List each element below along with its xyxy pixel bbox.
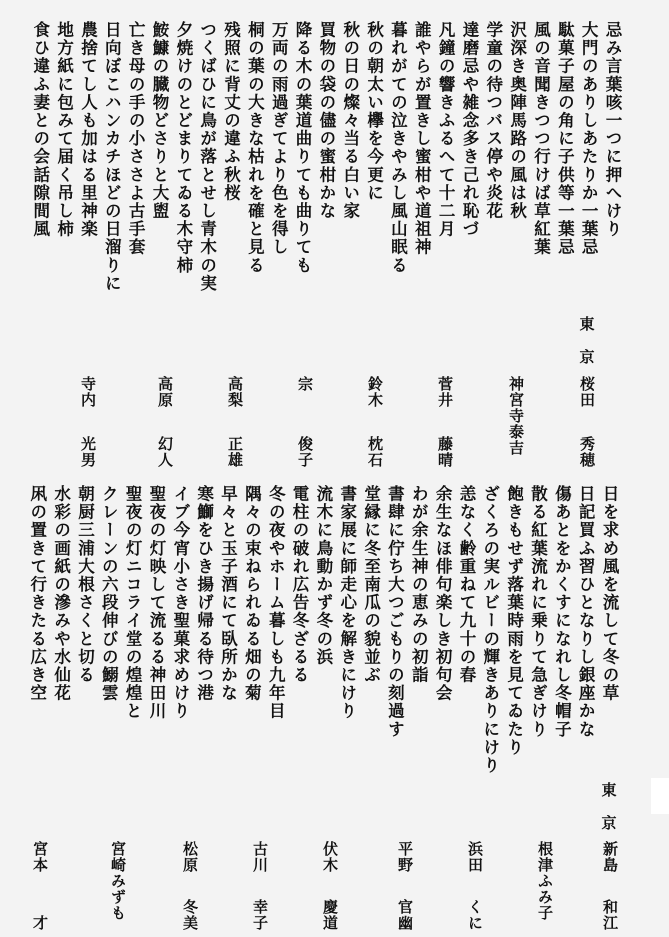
- author-family-name: 鈴木: [366, 376, 384, 408]
- haiku-line: 沢深き奥陣馬路の風は秋: [507, 21, 527, 221]
- haiku-line: 学童の待つバス停や炎花: [483, 21, 503, 221]
- author-name: [576, 376, 598, 468]
- haiku-line: 農捨てし人も加はる里神楽: [78, 21, 98, 239]
- haiku-line: 達磨忌や雑念多き己れ恥づ: [459, 21, 479, 239]
- author-name: [249, 841, 271, 931]
- author-given-name: 幸子: [251, 899, 269, 931]
- haiku-line: 傷あとをかくすになれし冬帽子: [552, 485, 572, 739]
- author-given-name: 光男: [79, 436, 97, 468]
- author-given-name: 俊子: [296, 436, 314, 468]
- haiku-line: クレーンの六段伸びの鰯雲: [99, 485, 119, 703]
- haiku-line: 散る紅葉流れに乗りて急ぎけり: [528, 485, 548, 739]
- haiku-line: 余生なほ俳句楽しき初句会: [433, 485, 453, 703]
- bottom-location: [598, 779, 620, 833]
- haiku-line: 風の音聞きつつ行けば草紅葉: [531, 21, 551, 257]
- haiku-line: 隅々の束ねられゐる畑の菊: [242, 485, 262, 703]
- haiku-line: 凩の置きて行きたる広き空: [27, 485, 47, 703]
- author-name: [364, 376, 386, 468]
- author-given-name: 枕石: [366, 436, 384, 468]
- haiku-line: 地方紙に包みて届く吊し柿: [54, 21, 74, 239]
- top-haiku-block: [28, 21, 624, 293]
- author-name: [599, 841, 621, 931]
- haiku-line: 凡鐘の響きふるへて十二月: [436, 21, 456, 239]
- author-family-name: 根津ふみ子: [536, 841, 554, 921]
- author-name: [107, 841, 129, 931]
- author-given-name: 和江: [601, 899, 619, 931]
- author-name: [434, 376, 456, 468]
- author-family-name: 菅井: [436, 376, 454, 408]
- author-given-name: 官幽: [396, 899, 414, 931]
- author-family-name: 松原: [181, 841, 199, 873]
- author-name: [464, 841, 486, 931]
- author-given-name: 冬美: [181, 899, 199, 931]
- location-char: 京: [601, 814, 617, 832]
- author-given-name: 幻人: [156, 436, 174, 468]
- haiku-line: 駄菓子屋の角に子供等一葉忌: [555, 21, 575, 257]
- author-name: [294, 376, 316, 468]
- haiku-line: 恙なく齢重ねて九十の春: [456, 485, 476, 685]
- haiku-line: 書肆に佇ち大つごもりの刻過す: [385, 485, 405, 739]
- haiku-line: 鮟鱇の臓物どさりと大盥: [149, 21, 169, 221]
- haiku-line: ざくろの実ルビーの輝きありにけり: [480, 485, 500, 775]
- haiku-line: 飽きもせず落葉時雨を見てゐたり: [504, 485, 524, 757]
- haiku-line: 忌み言葉咳一つに押へけり: [603, 21, 622, 239]
- haiku-line: 暮れがての泣きやみし風山眠る: [388, 21, 408, 275]
- haiku-line: 書家展に師走心を解きにけり: [337, 485, 357, 721]
- author-given-name: 才: [31, 915, 49, 931]
- author-family-name: 高原: [156, 376, 174, 408]
- author-name: [77, 376, 99, 468]
- bottom-haiku-block: [25, 485, 621, 775]
- haiku-line: 寒鰤をひき揚げ帰る待つ港: [194, 485, 214, 703]
- haiku-line: 日を求め風を流して冬の草: [600, 485, 619, 703]
- paper-mark: [651, 778, 669, 814]
- haiku-line: 聖夜の灯映して流るる神田川: [146, 485, 166, 721]
- haiku-line: 流木に鳥動かず冬の浜: [313, 485, 333, 666]
- haiku-line: 食ひ違ふ妻との会話隙間風: [30, 21, 50, 239]
- author-name: [534, 841, 556, 931]
- haiku-line: 亡き母の手の小ささよ古手套: [126, 21, 146, 257]
- haiku-line: 早々と玉子酒にて臥所かな: [218, 485, 238, 703]
- author-family-name: 桜田: [578, 376, 596, 408]
- author-family-name: 新島: [601, 841, 619, 873]
- haiku-line: 残照に背丈の違ふ秋桜: [221, 21, 241, 202]
- author-name: [179, 841, 201, 931]
- author-given-name: 藤晴: [436, 436, 454, 468]
- author-name: [154, 376, 176, 468]
- haiku-line: 朝厨三浦大根さくと切る: [75, 485, 95, 685]
- author-family-name: 古川: [251, 841, 269, 873]
- haiku-line: 夕焼けのとどまりてゐる木守柿: [173, 21, 193, 275]
- location-char: 東: [579, 315, 595, 333]
- middle-location: [576, 313, 598, 367]
- haiku-line: 降る木の葉道曲りても曲りても: [293, 21, 313, 275]
- author-given-name: 慶道: [321, 899, 339, 931]
- haiku-line: つくばひに鳥が落とせし青木の実: [197, 21, 217, 293]
- haiku-line: 日記買ふ習ひとなりし銀座かな: [576, 485, 596, 739]
- haiku-line: 日向ぼこハンカチほどの日溜りに: [102, 21, 122, 293]
- author-family-name: 高梨: [226, 376, 244, 408]
- haiku-line: 大門のありしあたりか一葉忌: [579, 21, 599, 257]
- author-family-name: 浜田: [466, 841, 484, 873]
- haiku-line: 買物の袋の儘の蜜柑かな: [316, 21, 336, 221]
- haiku-line: 水彩の画紙の滲みや水仙花: [51, 485, 71, 703]
- location-char: 京: [579, 348, 595, 366]
- haiku-line: 堂縁に冬至南瓜の貌並ぶ: [361, 485, 381, 685]
- haiku-line: 秋の日の燦々当る白い家: [340, 21, 360, 221]
- haiku-line: 冬の夜やホーム暮しも九年目: [266, 485, 286, 721]
- author-family-name: 伏木: [321, 841, 339, 873]
- author-name: [29, 841, 51, 931]
- author-name: [224, 376, 246, 468]
- haiku-line: 万両の雨過ぎてより色を得し: [269, 21, 289, 257]
- author-family-name: 宮本: [31, 841, 49, 873]
- author-family-name: 宗: [296, 376, 314, 392]
- location-char: 東: [601, 781, 617, 799]
- author-given-name: くに: [466, 899, 484, 931]
- author-given-name: 正雄: [226, 436, 244, 468]
- author-family-name: 平野: [396, 841, 414, 873]
- haiku-line: イブ今宵小さき聖菓求めけり: [170, 485, 190, 721]
- haiku-line: わが余生神の恵みの初詣: [409, 485, 429, 685]
- author-name: [319, 841, 341, 931]
- author-family-name: 宮崎みずも: [109, 841, 127, 921]
- author-name: [505, 376, 527, 468]
- author-family-name: 神宮寺泰吉: [507, 376, 525, 456]
- haiku-line: 聖夜の灯ニコライ堂の煌煌と: [123, 485, 143, 721]
- haiku-line: 電柱の破れ広告冬ざるる: [290, 485, 310, 685]
- author-name: [394, 841, 416, 931]
- haiku-line: 誰やらが置きし蜜柑や道祖神: [412, 21, 432, 257]
- haiku-line: 秋の朝太い欅を今更に: [364, 21, 384, 202]
- haiku-line: 桐の葉の大きな枯れを確と見る: [245, 21, 265, 275]
- author-family-name: 寺内: [79, 376, 97, 408]
- author-given-name: 秀穂: [578, 436, 596, 468]
